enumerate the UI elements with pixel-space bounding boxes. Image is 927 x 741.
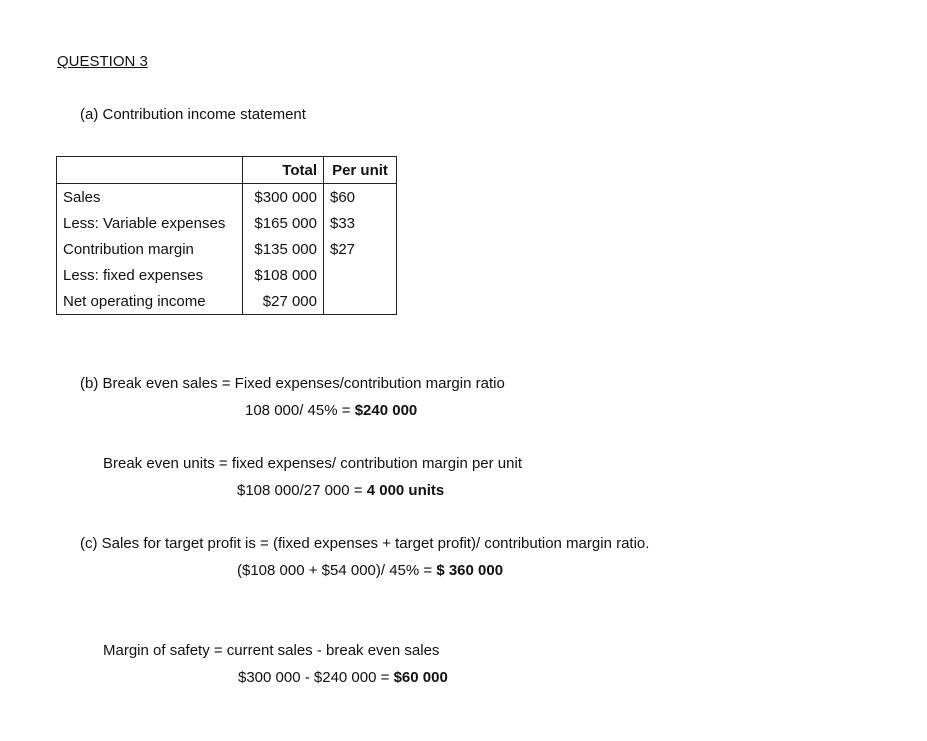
header-per-unit: Per unit: [324, 157, 397, 184]
table-row: [57, 184, 397, 211]
target-profit-calc: [237, 562, 503, 580]
row-label: Less: Variable expenses: [57, 210, 243, 236]
break-even-units-formula: Break even units = fixed expenses/ contribution margin per unit: [103, 455, 522, 472]
part-a-heading: (a) Contribution income statement: [80, 106, 306, 123]
margin-of-safety-formula: Margin of safety = current sales - break even sales: [103, 642, 440, 659]
row-total: $300 000: [243, 184, 324, 211]
row-per-unit: $27: [324, 236, 397, 262]
table-header-row: [57, 157, 397, 184]
break-even-sales-calc: [245, 402, 417, 420]
header-total: Total: [243, 157, 324, 184]
row-label: Sales: [57, 184, 243, 211]
row-total: $108 000: [243, 262, 324, 288]
calc-result: $ 360 000: [436, 562, 504, 579]
calc-result: $60 000: [393, 669, 448, 686]
header-blank: [57, 157, 243, 184]
question-title: QUESTION 3: [57, 53, 148, 70]
row-per-unit: [324, 262, 397, 288]
table-row: [57, 262, 397, 288]
margin-of-safety-calc: [238, 669, 448, 687]
row-per-unit: $33: [324, 210, 397, 236]
table-row: [57, 236, 397, 262]
contribution-income-statement-table: [56, 156, 397, 315]
calc-expression: 108 000/ 45% =: [245, 402, 355, 419]
calc-result: $240 000: [354, 402, 418, 419]
row-label: Contribution margin: [57, 236, 243, 262]
row-per-unit: [324, 288, 397, 315]
calc-expression: $300 000 - $240 000 =: [238, 669, 394, 686]
table-row: [57, 210, 397, 236]
break-even-sales-formula: (b) Break even sales = Fixed expenses/contribution margin ratio: [80, 375, 505, 392]
break-even-units-calc: [237, 482, 444, 500]
row-label: Less: fixed expenses: [57, 262, 243, 288]
row-label: Net operating income: [57, 288, 243, 315]
row-total: $165 000: [243, 210, 324, 236]
row-per-unit: $60: [324, 184, 397, 211]
row-total: $135 000: [243, 236, 324, 262]
target-profit-formula: (c) Sales for target profit is = (fixed expenses + target profit)/ contribution margin ratio.: [80, 535, 650, 552]
calc-expression: ($108 000 + $54 000)/ 45% =: [237, 562, 437, 579]
table-row-total: [57, 288, 397, 315]
calc-result: 4 000 units: [366, 482, 445, 499]
calc-expression: $108 000/27 000 =: [237, 482, 367, 499]
row-total: $27 000: [243, 288, 324, 315]
